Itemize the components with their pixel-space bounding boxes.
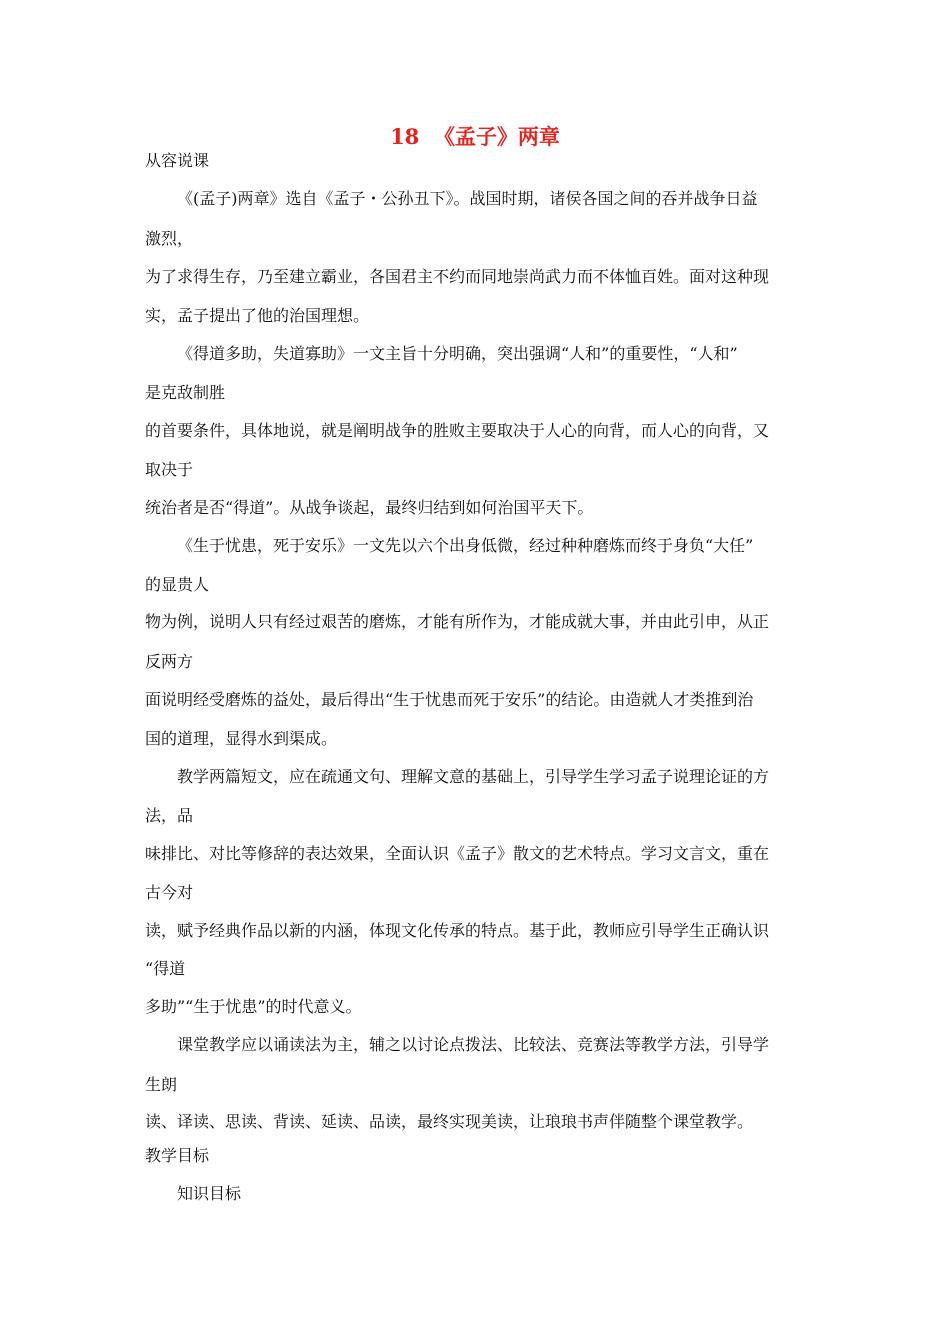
paragraph-line: 法，品 bbox=[145, 806, 194, 825]
section-heading: 从容说课 bbox=[145, 151, 210, 170]
paragraph-line: 物为例，说明人只有经过艰苦的磨炼，才能有所作为，才能成就大事，并由此引申，从正 bbox=[145, 612, 770, 631]
knowledge-goals-subheading: 知识目标 bbox=[177, 1184, 242, 1203]
document-title: 18 《孟子》两章 bbox=[390, 124, 560, 149]
paragraph-line: 面说明经受磨炼的益处，最后得出“生于忧患而死于安乐”的结论。由造就人才类推到治 bbox=[145, 690, 754, 709]
paragraph-line: 取决于 bbox=[145, 460, 194, 479]
paragraph-line: 激烈， bbox=[145, 229, 194, 248]
paragraph-line: 反两方 bbox=[145, 652, 194, 671]
paragraph-line: 的显贵人 bbox=[145, 575, 210, 594]
paragraph-line: 读，赋予经典作品以新的内涵，体现文化传承的特点。基于此，教师应引导学生正确认识 bbox=[145, 921, 770, 940]
paragraph-line: “得道 bbox=[145, 959, 186, 978]
paragraph-line: 古今对 bbox=[145, 883, 194, 902]
paragraph-line: 《得道多助，失道寡助》一文主旨十分明确，突出强调“人和”的重要性，“人和” bbox=[177, 344, 738, 363]
paragraph-line: 的首要条件，具体地说，就是阐明战争的胜败主要取决于人心的向背，而人心的向背，又 bbox=[145, 421, 770, 440]
paragraph-line: 读、译读、思读、背读、延读、品读，最终实现美读，让琅琅书声伴随整个课堂教学。 bbox=[145, 1112, 754, 1131]
paragraph-line: 为了求得生存，乃至建立霸业，各国君主不约而同地崇尚武力而不体恤百姓。面对这种现 bbox=[145, 267, 770, 286]
paragraph-line: 国的道理，显得水到渠成。 bbox=[145, 729, 338, 748]
teaching-goals-heading: 教学目标 bbox=[145, 1146, 210, 1165]
paragraph-line: 味排比、对比等修辞的表达效果，全面认识《孟子》散文的艺术特点。学习文言文，重在 bbox=[145, 844, 770, 863]
paragraph-line: 教学两篇短文，应在疏通文句、理解文意的基础上，引导学生学习孟子说理论证的方 bbox=[177, 767, 770, 786]
paragraph-line: 是克敌制胜 bbox=[145, 383, 226, 402]
paragraph-line: 统治者是否“得道”。从战争谈起，最终归结到如何治国平天下。 bbox=[145, 498, 594, 517]
paragraph-line: 多助”“生于忧患”的时代意义。 bbox=[145, 997, 362, 1016]
paragraph-line: 《(孟子)两章》选自《孟子・公孙丑下》。战国时期，诸侯各国之间的吞并战争日益 bbox=[177, 189, 758, 208]
paragraph-line: 实，孟子提出了他的治国理想。 bbox=[145, 306, 370, 325]
paragraph-line: 课堂教学应以诵读法为主，辅之以讨论点拨法、比较法、竞赛法等教学方法，引导学 bbox=[177, 1035, 770, 1054]
paragraph-line: 生朗 bbox=[145, 1075, 178, 1094]
paragraph-line: 《生于忧患，死于安乐》一文先以六个出身低微，经过种种磨炼而终于身负“大任” bbox=[177, 536, 754, 555]
